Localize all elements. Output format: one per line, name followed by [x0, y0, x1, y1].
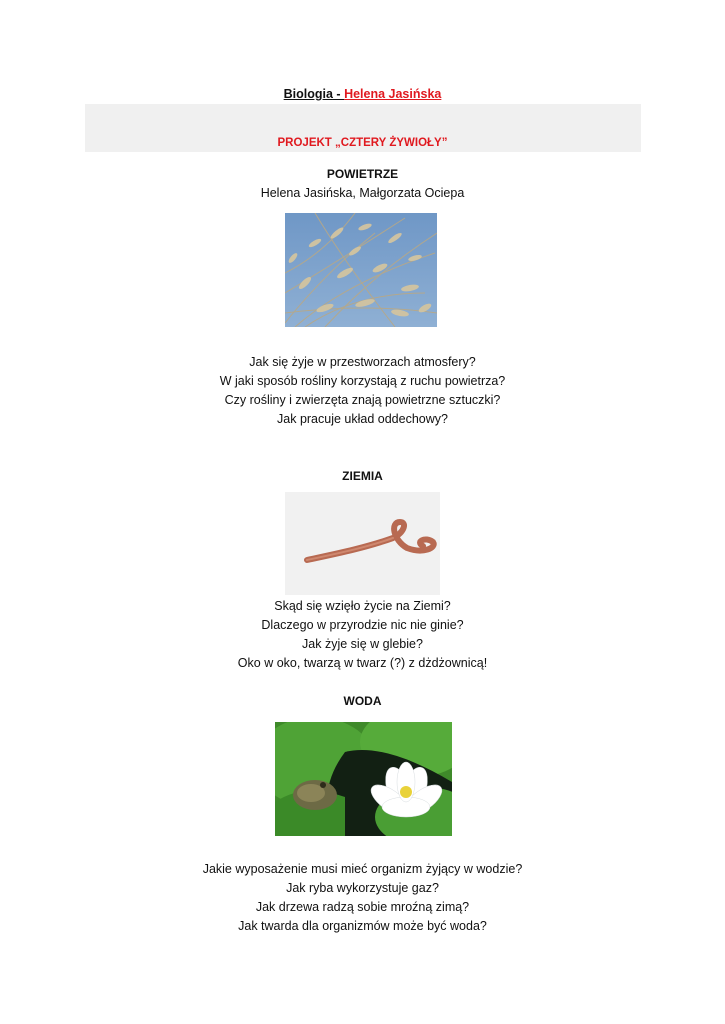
project-title: PROJEKT „CZTERY ŻYWIOŁY” [277, 137, 448, 149]
question-line: Oko w oko, twarzą w twarz (?) z dżdżownicą! [237, 656, 488, 670]
question-line: Skąd się wzięło życie na Ziemi? [274, 599, 451, 613]
question-line: Jak pracuje układ oddechowy? [277, 412, 448, 426]
question-line: Jakie wyposażenie musi mieć organizm żyjący w wodzie? [202, 862, 523, 876]
document-title [0, 87, 725, 101]
frog-water-lily-photo [275, 722, 452, 836]
title-separator: - [332, 87, 345, 101]
section-heading-woda: WODA [343, 694, 382, 708]
grass-sky-photo [285, 213, 437, 327]
earthworm-photo [285, 492, 440, 595]
question-line: Jak drzewa radzą sobie mroźną zimą? [255, 900, 470, 914]
question-line: Jak się żyje w przestworzach atmosfery? [249, 355, 476, 369]
question-line: Jak twarda dla organizmów może być woda? [238, 919, 487, 933]
title-author: Helena Jasińska [344, 87, 442, 101]
question-line: Jak ryba wykorzystuje gaz? [286, 881, 439, 895]
section-authors: Helena Jasińska, Małgorzata Ociepa [260, 186, 465, 200]
section-heading-powietrze: POWIETRZE [326, 167, 399, 181]
question-line: Dlaczego w przyrodzie nic nie ginie? [261, 618, 464, 632]
subject-label: Biologia [283, 87, 333, 101]
question-line: Czy rośliny i zwierzęta znają powietrzne sztuczki? [224, 393, 501, 407]
question-line: Jak żyje się w glebie? [302, 637, 423, 651]
section-heading-ziemia: ZIEMIA [342, 469, 383, 483]
question-line: W jaki sposób rośliny korzystają z ruchu powietrza? [219, 374, 506, 388]
